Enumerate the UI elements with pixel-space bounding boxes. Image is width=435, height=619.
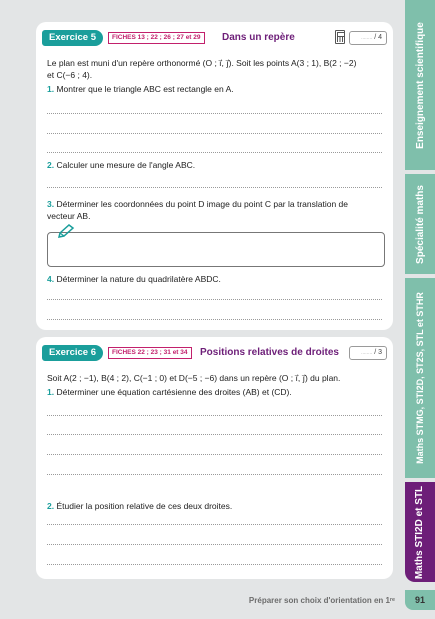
exercise-5-question-1: 1. Montrer que le triangle ABC est rectangle en A. bbox=[47, 84, 234, 94]
answer-line[interactable] bbox=[47, 544, 382, 545]
exercise-6-score: ........ / 3 bbox=[349, 346, 387, 360]
answer-line[interactable] bbox=[47, 133, 382, 134]
exercise-5-intro-line2: et C(−6 ; 4). bbox=[47, 70, 93, 80]
answer-line[interactable] bbox=[47, 474, 382, 475]
sidebar-tab-maths-stmg[interactable]: Maths STMG, STI2D, ST2S, STL et STHR bbox=[405, 278, 435, 478]
exercise-5-header bbox=[36, 30, 393, 46]
exercise-5-intro-line1: Le plan est muni d'un repère orthonormé (O ; i⃗, j⃗). Soit les points A(3 ; 1), B(2 ; −2) bbox=[47, 58, 357, 68]
answer-line[interactable] bbox=[47, 415, 382, 416]
sidebar-tab-enseignement-scientifique[interactable]: Enseignement scientifique bbox=[405, 0, 435, 170]
sidebar-tab-maths-sti2d-stl[interactable]: Maths STI2D et STL bbox=[405, 482, 435, 582]
exercise-6-question-2: 2. Étudier la position relative de ces deux droites. bbox=[47, 501, 233, 511]
exercise-6-fiches[interactable]: FICHES 22 ; 23 ; 31 et 34 bbox=[108, 347, 192, 359]
answer-line[interactable] bbox=[47, 319, 382, 320]
exercise-5-question-3-cont: vecteur AB. bbox=[47, 211, 91, 221]
exercise-6-tab: Exercice 6 bbox=[42, 345, 103, 361]
exercise-6-intro: Soit A(2 ; −1), B(4 ; 2), C(−1 ; 0) et D(−5 ; −6) dans un repère (O ; i⃗, j⃗) du plan. bbox=[47, 373, 341, 383]
answer-line[interactable] bbox=[47, 454, 382, 455]
exercise-5-question-2: 2. Calculer une mesure de l'angle ABC. bbox=[47, 160, 196, 170]
exercise-5-fiches[interactable]: FICHES 13 ; 22 ; 26 ; 27 et 29 bbox=[108, 32, 205, 44]
answer-line[interactable] bbox=[47, 299, 382, 300]
answer-line[interactable] bbox=[47, 152, 382, 153]
calculator-icon bbox=[335, 30, 345, 44]
sidebar-tab-specialite-maths[interactable]: Spécialité maths bbox=[405, 174, 435, 274]
answer-box[interactable] bbox=[47, 232, 385, 267]
answer-line[interactable] bbox=[47, 113, 382, 114]
exercise-6-card bbox=[36, 337, 393, 579]
footer-text: Préparer son choix d'orientation en 1ʳᵉ bbox=[248, 596, 395, 605]
exercise-5-question-3: 3. Déterminer les coordonnées du point D image du point C par la translation de bbox=[47, 199, 348, 209]
page-number: 91 bbox=[405, 590, 435, 610]
answer-line[interactable] bbox=[47, 524, 382, 525]
exercise-6-title: Positions relatives de droites bbox=[200, 347, 339, 358]
answer-line[interactable] bbox=[47, 564, 382, 565]
exercise-6-header bbox=[36, 345, 393, 361]
answer-line[interactable] bbox=[47, 434, 382, 435]
answer-line[interactable] bbox=[47, 187, 382, 188]
exercise-5-tab: Exercice 5 bbox=[42, 30, 103, 46]
exercise-5-score: ........ / 4 bbox=[349, 31, 387, 45]
exercise-5-question-4: 4. Déterminer la nature du quadrilatère ABDC. bbox=[47, 274, 221, 284]
exercise-5-card bbox=[36, 22, 393, 330]
exercise-6-question-1: 1. Déterminer une équation cartésienne des droites (AB) et (CD). bbox=[47, 387, 292, 397]
pencil-icon bbox=[56, 224, 76, 240]
exercise-5-title: Dans un repère bbox=[222, 32, 295, 43]
